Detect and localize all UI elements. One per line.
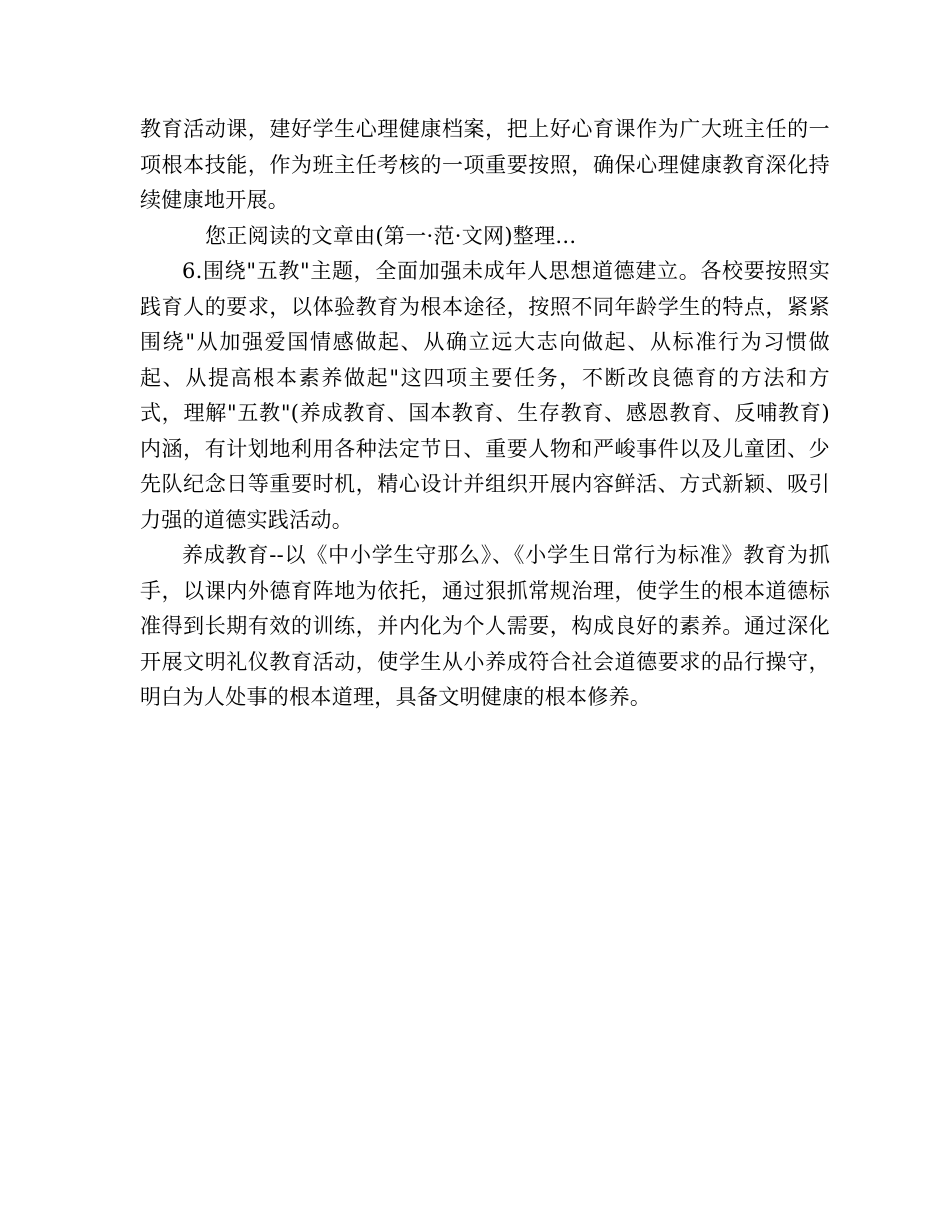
paragraph-source-note: 您正阅读的文章由(第一·范·文网)整理... bbox=[205, 223, 577, 248]
document-body bbox=[140, 112, 830, 716]
paragraph-habit-education: 养成教育--以《中小学生守那么》、《小学生日常行为标准》教育为抓手，以课内外德育阵地为依托，通过狠抓常规治理，使学生的根本道德标准得到长期有效的训练，并内化为个人需要，构成良好的素养。通过深化开展文明礼仪教育活动，使学生从小养成符合社会道德要求的品行操守，明白为人处事的根本道理，具备文明健康的根本修养。 bbox=[140, 543, 830, 709]
paragraph-continuation: 教育活动课，建好学生心理健康档案，把上好心育课作为广大班主任的一项根本技能，作为班主任考核的一项重要按照，确保心理健康教育深化持续健康地开展。 bbox=[140, 117, 830, 212]
paragraph-five-teachings: 6.围绕"五教"主题，全面加强未成年人思想道德建立。各校要按照实践育人的要求，以体验教育为根本途径，按照不同年龄学生的特点，紧紧围绕"从加强爱国情感做起、从确立远大志向做起、从标准行为习惯做起、从提高根本素养做起"这四项主要任务，不断改良德育的方法和方式，理解"五教"(养成教育、国本教育、生存教育、感恩教育、反哺教育)内涵，有计划地利用各种法定节日、重要人物和严峻事件以及儿童团、少先队纪念日等重要时机，精心设计并组织开展内容鲜活、方式新颖、吸引力强的道德实践活动。 bbox=[140, 259, 830, 532]
